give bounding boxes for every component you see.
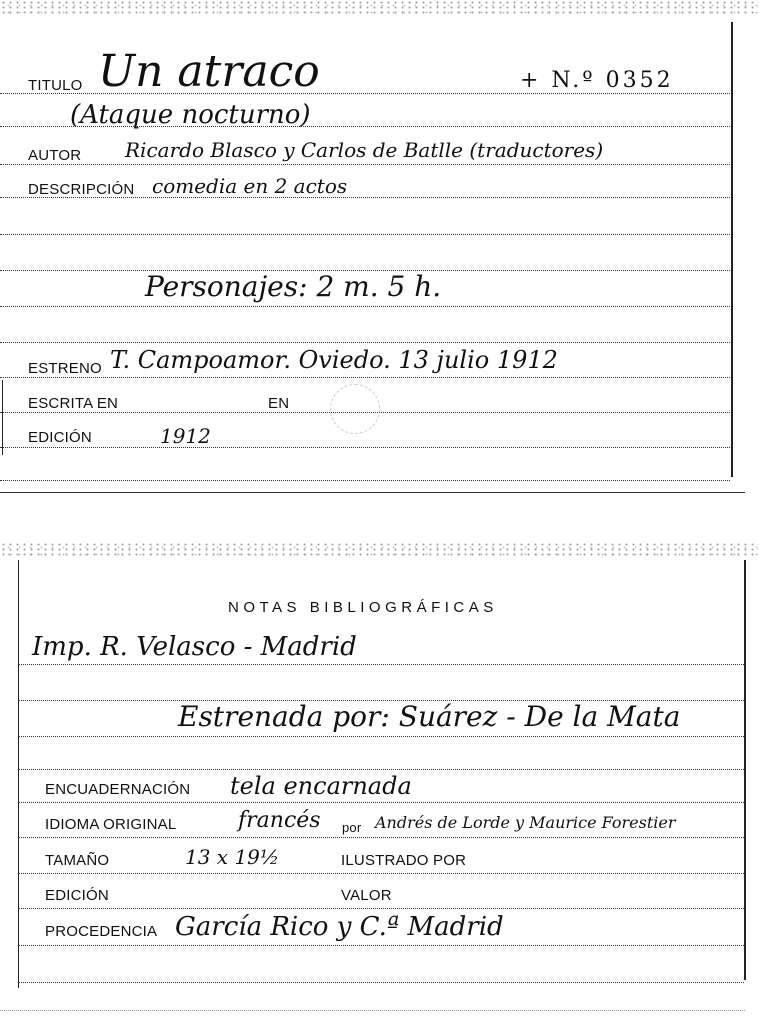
- ruled-line: [0, 377, 730, 378]
- illustrated-by-label: ILUSTRADO POR: [341, 852, 467, 869]
- binding-label: ENCUADERNACIÓN: [45, 781, 191, 798]
- title-value: Un atraco: [98, 46, 320, 97]
- title-label: TITULO: [28, 77, 83, 94]
- ruled-line: [0, 306, 730, 307]
- card-right-border: [731, 22, 733, 477]
- characters-note: Personajes: 2 m. 5 h.: [145, 270, 442, 303]
- card-top-edge-texture: [0, 0, 759, 14]
- original-language-por: por: [342, 820, 362, 835]
- card-right-border: [744, 560, 746, 980]
- author-value: Ricardo Blasco y Carlos de Batlle (traductores): [125, 138, 604, 162]
- catalog-card-front: [0, 0, 759, 494]
- provenance-label: PROCEDENCIA: [45, 923, 158, 940]
- ruled-line: [0, 480, 730, 481]
- original-authors-value: Andrés de Lorde y Maurice Forestier: [375, 813, 676, 832]
- description-value: comedia en 2 actos: [152, 174, 348, 198]
- binding-value: tela encarnada: [230, 772, 412, 800]
- bibliographic-notes-heading: NOTAS BIBLIOGRÁFICAS: [228, 599, 498, 616]
- ruled-line: [18, 908, 744, 909]
- edition-label: EDICIÓN: [45, 887, 109, 904]
- written-in-label: ESCRITA EN: [28, 395, 119, 412]
- ruled-line: [18, 873, 744, 874]
- page-bottom-edge: [0, 1010, 745, 1011]
- edition-label: EDICIÓN: [28, 429, 92, 446]
- ruled-line: [18, 837, 744, 838]
- title-subtitle: (Ataque nocturno): [70, 100, 311, 130]
- ruled-line: [18, 802, 744, 803]
- ruled-line: [0, 164, 730, 165]
- card-top-edge-texture: [0, 542, 759, 556]
- ruled-line: [18, 736, 744, 737]
- description-label: DESCRIPCIÓN: [28, 181, 135, 198]
- ruled-line: [18, 945, 744, 946]
- size-value: 13 x 19½: [185, 845, 280, 869]
- premiere-value: T. Campoamor. Oviedo. 13 julio 1912: [110, 346, 558, 374]
- ruled-line: [0, 342, 730, 343]
- written-in-en-label: EN: [268, 395, 290, 412]
- catalog-card-back: [0, 540, 759, 1028]
- edition-value: 1912: [160, 424, 211, 448]
- card-left-border: [2, 380, 3, 455]
- value-label: VALOR: [341, 887, 392, 904]
- premiere-label: ESTRENO: [28, 360, 102, 377]
- card-number: + N.º 0352: [520, 68, 674, 93]
- size-label: TAMAÑO: [45, 852, 110, 869]
- ruled-line: [0, 234, 730, 235]
- ruled-line: [18, 664, 744, 665]
- author-label: AUTOR: [28, 147, 82, 164]
- ruled-line: [18, 769, 744, 770]
- card-bottom-edge: [0, 492, 745, 493]
- punch-hole-mark: [330, 384, 380, 434]
- card-left-border: [18, 560, 19, 988]
- card-bottom-rule: [18, 982, 744, 983]
- note-printer: Imp. R. Velasco - Madrid: [32, 632, 357, 662]
- original-language-value: francés: [238, 808, 321, 833]
- ruled-line: [0, 447, 730, 448]
- note-premiered-by: Estrenada por: Suárez - De la Mata: [178, 700, 681, 733]
- original-language-label: IDIOMA ORIGINAL: [45, 816, 177, 833]
- provenance-value: García Rico y C.ª Madrid: [175, 912, 504, 942]
